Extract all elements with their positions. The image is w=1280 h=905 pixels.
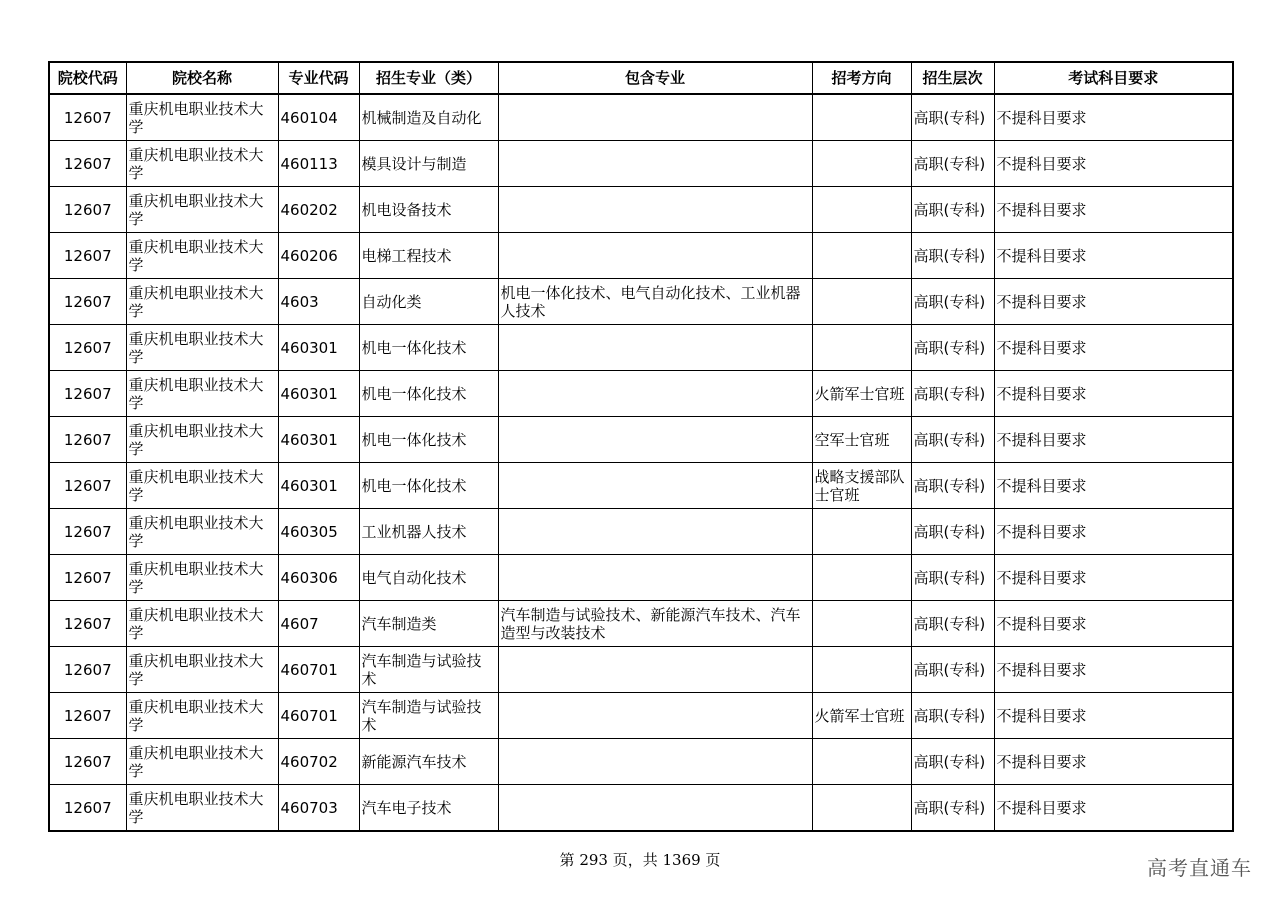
table-row xyxy=(49,463,1233,509)
cell-major-code: 460202 xyxy=(278,187,359,233)
cell-school-code: 12607 xyxy=(49,463,126,509)
cell-school-name: 重庆机电职业技术大学 xyxy=(126,739,278,785)
cell-school-code: 12607 xyxy=(49,555,126,601)
cell-direction xyxy=(812,647,911,693)
cell-included-majors xyxy=(498,693,812,739)
cell-included-majors xyxy=(498,141,812,187)
cell-school-name: 重庆机电职业技术大学 xyxy=(126,647,278,693)
cell-school-code: 12607 xyxy=(49,693,126,739)
cell-major-category: 汽车制造与试验技术 xyxy=(359,693,498,739)
cell-direction: 战略支援部队士官班 xyxy=(812,463,911,509)
cell-subject-requirement: 不提科目要求 xyxy=(994,463,1233,509)
table-row xyxy=(49,693,1233,739)
cell-included-majors xyxy=(498,233,812,279)
cell-school-code: 12607 xyxy=(49,325,126,371)
cell-school-code: 12607 xyxy=(49,601,126,647)
cell-direction xyxy=(812,739,911,785)
cell-included-majors xyxy=(498,187,812,233)
cell-major-category: 模具设计与制造 xyxy=(359,141,498,187)
cell-included-majors xyxy=(498,555,812,601)
cell-level: 高职(专科) xyxy=(911,463,994,509)
cell-school-code: 12607 xyxy=(49,785,126,832)
cell-level: 高职(专科) xyxy=(911,647,994,693)
cell-major-code: 460104 xyxy=(278,94,359,141)
header-level: 招生层次 xyxy=(911,62,994,94)
cell-direction: 空军士官班 xyxy=(812,417,911,463)
cell-level: 高职(专科) xyxy=(911,601,994,647)
cell-school-code: 12607 xyxy=(49,94,126,141)
cell-school-code: 12607 xyxy=(49,371,126,417)
cell-included-majors xyxy=(498,463,812,509)
cell-included-majors: 汽车制造与试验技术、新能源汽车技术、汽车造型与改装技术 xyxy=(498,601,812,647)
cell-level: 高职(专科) xyxy=(911,279,994,325)
cell-school-name: 重庆机电职业技术大学 xyxy=(126,141,278,187)
header-school-name: 院校名称 xyxy=(126,62,278,94)
cell-school-code: 12607 xyxy=(49,417,126,463)
cell-subject-requirement: 不提科目要求 xyxy=(994,785,1233,832)
cell-direction xyxy=(812,785,911,832)
cell-level: 高职(专科) xyxy=(911,141,994,187)
cell-direction xyxy=(812,279,911,325)
cell-school-name: 重庆机电职业技术大学 xyxy=(126,325,278,371)
cell-level: 高职(专科) xyxy=(911,94,994,141)
cell-included-majors xyxy=(498,739,812,785)
table-row xyxy=(49,279,1233,325)
cell-major-category: 电气自动化技术 xyxy=(359,555,498,601)
cell-major-category: 机电一体化技术 xyxy=(359,417,498,463)
header-subject-requirement: 考试科目要求 xyxy=(994,62,1233,94)
cell-direction xyxy=(812,187,911,233)
cell-level: 高职(专科) xyxy=(911,233,994,279)
cell-major-code: 460301 xyxy=(278,463,359,509)
cell-school-name: 重庆机电职业技术大学 xyxy=(126,601,278,647)
cell-direction: 火箭军士官班 xyxy=(812,371,911,417)
cell-included-majors xyxy=(498,325,812,371)
table-row xyxy=(49,785,1233,832)
table-row xyxy=(49,187,1233,233)
table-row xyxy=(49,647,1233,693)
cell-direction xyxy=(812,141,911,187)
cell-level: 高职(专科) xyxy=(911,509,994,555)
cell-major-category: 电梯工程技术 xyxy=(359,233,498,279)
header-direction: 招考方向 xyxy=(812,62,911,94)
cell-subject-requirement: 不提科目要求 xyxy=(994,187,1233,233)
cell-direction xyxy=(812,601,911,647)
header-major-code: 专业代码 xyxy=(278,62,359,94)
cell-level: 高职(专科) xyxy=(911,555,994,601)
cell-school-code: 12607 xyxy=(49,279,126,325)
cell-direction xyxy=(812,555,911,601)
cell-included-majors xyxy=(498,417,812,463)
admission-plan-table xyxy=(48,61,1234,832)
cell-subject-requirement: 不提科目要求 xyxy=(994,417,1233,463)
table-body xyxy=(49,94,1233,831)
table-header xyxy=(49,62,1233,94)
cell-school-name: 重庆机电职业技术大学 xyxy=(126,463,278,509)
cell-school-name: 重庆机电职业技术大学 xyxy=(126,233,278,279)
header-school-code: 院校代码 xyxy=(49,62,126,94)
cell-major-code: 460113 xyxy=(278,141,359,187)
cell-school-code: 12607 xyxy=(49,739,126,785)
cell-level: 高职(专科) xyxy=(911,325,994,371)
cell-major-category: 新能源汽车技术 xyxy=(359,739,498,785)
cell-school-name: 重庆机电职业技术大学 xyxy=(126,187,278,233)
cell-included-majors: 机电一体化技术、电气自动化技术、工业机器人技术 xyxy=(498,279,812,325)
table-row xyxy=(49,371,1233,417)
cell-subject-requirement: 不提科目要求 xyxy=(994,94,1233,141)
cell-major-code: 4603 xyxy=(278,279,359,325)
cell-subject-requirement: 不提科目要求 xyxy=(994,371,1233,417)
table-row xyxy=(49,555,1233,601)
cell-major-category: 工业机器人技术 xyxy=(359,509,498,555)
cell-major-code: 4607 xyxy=(278,601,359,647)
table-row xyxy=(49,417,1233,463)
page-number: 第 293 页，共 1369 页 xyxy=(559,851,721,869)
cell-level: 高职(专科) xyxy=(911,417,994,463)
cell-included-majors xyxy=(498,509,812,555)
cell-school-name: 重庆机电职业技术大学 xyxy=(126,509,278,555)
cell-major-category: 汽车制造类 xyxy=(359,601,498,647)
cell-subject-requirement: 不提科目要求 xyxy=(994,233,1233,279)
cell-level: 高职(专科) xyxy=(911,371,994,417)
cell-school-code: 12607 xyxy=(49,647,126,693)
cell-subject-requirement: 不提科目要求 xyxy=(994,647,1233,693)
cell-major-code: 460301 xyxy=(278,371,359,417)
header-major-category: 招生专业（类） xyxy=(359,62,498,94)
cell-subject-requirement: 不提科目要求 xyxy=(994,509,1233,555)
cell-included-majors xyxy=(498,647,812,693)
cell-level: 高职(专科) xyxy=(911,785,994,832)
cell-major-code: 460305 xyxy=(278,509,359,555)
cell-direction: 火箭军士官班 xyxy=(812,693,911,739)
cell-direction xyxy=(812,94,911,141)
table-row xyxy=(49,141,1233,187)
header-included-majors: 包含专业 xyxy=(498,62,812,94)
watermark: 高考直通车 xyxy=(1147,856,1252,880)
table-row xyxy=(49,509,1233,555)
cell-subject-requirement: 不提科目要求 xyxy=(994,279,1233,325)
cell-direction xyxy=(812,233,911,279)
cell-major-category: 机械制造及自动化 xyxy=(359,94,498,141)
cell-subject-requirement: 不提科目要求 xyxy=(994,141,1233,187)
cell-major-code: 460301 xyxy=(278,325,359,371)
table-row xyxy=(49,739,1233,785)
cell-major-category: 机电一体化技术 xyxy=(359,463,498,509)
cell-direction xyxy=(812,325,911,371)
cell-level: 高职(专科) xyxy=(911,187,994,233)
cell-included-majors xyxy=(498,371,812,417)
table-row xyxy=(49,601,1233,647)
cell-subject-requirement: 不提科目要求 xyxy=(994,739,1233,785)
table-row xyxy=(49,94,1233,141)
cell-major-code: 460701 xyxy=(278,693,359,739)
cell-major-category: 机电一体化技术 xyxy=(359,325,498,371)
cell-major-code: 460306 xyxy=(278,555,359,601)
cell-major-category: 机电设备技术 xyxy=(359,187,498,233)
cell-major-code: 460206 xyxy=(278,233,359,279)
cell-school-name: 重庆机电职业技术大学 xyxy=(126,371,278,417)
table-row xyxy=(49,325,1233,371)
cell-direction xyxy=(812,509,911,555)
cell-major-code: 460703 xyxy=(278,785,359,832)
cell-subject-requirement: 不提科目要求 xyxy=(994,325,1233,371)
cell-school-name: 重庆机电职业技术大学 xyxy=(126,785,278,832)
cell-level: 高职(专科) xyxy=(911,693,994,739)
cell-major-category: 自动化类 xyxy=(359,279,498,325)
cell-school-code: 12607 xyxy=(49,187,126,233)
cell-subject-requirement: 不提科目要求 xyxy=(994,555,1233,601)
cell-subject-requirement: 不提科目要求 xyxy=(994,693,1233,739)
cell-major-code: 460301 xyxy=(278,417,359,463)
cell-school-name: 重庆机电职业技术大学 xyxy=(126,94,278,141)
cell-school-name: 重庆机电职业技术大学 xyxy=(126,417,278,463)
cell-major-code: 460701 xyxy=(278,647,359,693)
header-row xyxy=(49,62,1233,94)
cell-major-category: 汽车制造与试验技术 xyxy=(359,647,498,693)
cell-included-majors xyxy=(498,785,812,832)
cell-school-name: 重庆机电职业技术大学 xyxy=(126,693,278,739)
cell-school-code: 12607 xyxy=(49,509,126,555)
cell-major-category: 机电一体化技术 xyxy=(359,371,498,417)
cell-level: 高职(专科) xyxy=(911,739,994,785)
cell-major-category: 汽车电子技术 xyxy=(359,785,498,832)
cell-school-code: 12607 xyxy=(49,233,126,279)
cell-school-code: 12607 xyxy=(49,141,126,187)
cell-subject-requirement: 不提科目要求 xyxy=(994,601,1233,647)
cell-school-name: 重庆机电职业技术大学 xyxy=(126,555,278,601)
cell-major-code: 460702 xyxy=(278,739,359,785)
cell-included-majors xyxy=(498,94,812,141)
table-row xyxy=(49,233,1233,279)
cell-school-name: 重庆机电职业技术大学 xyxy=(126,279,278,325)
